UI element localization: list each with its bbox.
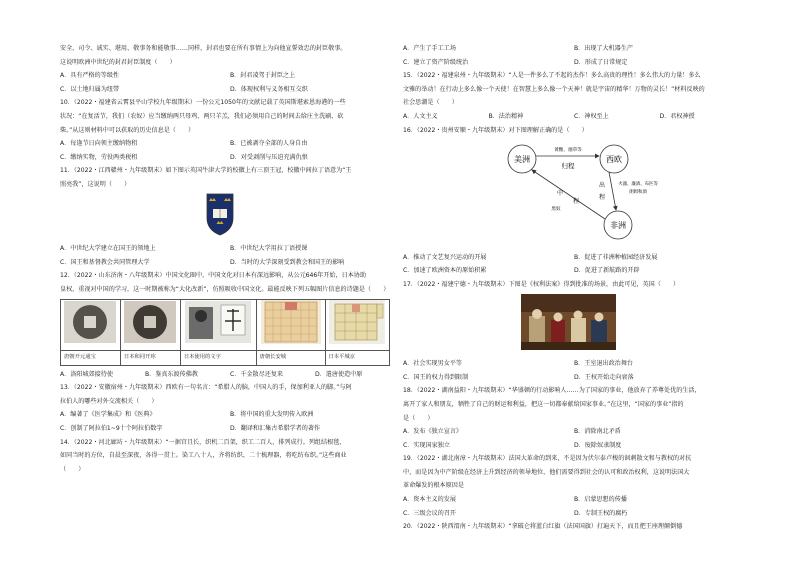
options-row — [60, 256, 400, 270]
option-b: B．已被剥夺全部的人身自由 — [230, 140, 308, 148]
diagram-label-america: 美洲 — [514, 155, 530, 165]
left-column — [60, 42, 400, 476]
option-a: A．编著了《医学集成》和《医典》 — [60, 411, 156, 419]
option-c: C．创制了阿拉伯1~9十个阿拉伯数字 — [60, 425, 163, 433]
options-row — [403, 439, 745, 453]
option-a: A．产生了手工工场 — [403, 45, 456, 52]
option-d: D．翻译和汇集古希腊学者的著作 — [230, 425, 321, 433]
changan-city-map-image — [256, 299, 325, 351]
table-caption: 日本使用的文字 — [180, 351, 256, 366]
option-c: C．加速了欧洲资本的原始积累 — [403, 267, 487, 275]
triangular-trade-diagram — [478, 137, 658, 245]
option-b: B．封君凌驾于封臣之上 — [230, 72, 296, 80]
text-line: 状况：“在复活节，我们（农奴）应当缴纳两只母鸡、两只羊羔，我们必须用自己的时间去给庄主洗刷、砍 — [60, 112, 344, 120]
option-b: B．出现了大机器生产 — [574, 45, 634, 52]
image-table — [60, 299, 390, 366]
question-20-stem: 20．（2022・陕西渭南・九年级期末）“拿破仑将蓝白红旗（法国国旗）打遍天下，而且把王座理颠倒德 — [403, 523, 683, 531]
tang-coin-image — [61, 299, 121, 351]
question-17-stem: 17．（2022・福建宁德・九年级期末）下图是《权利法案》得到批准的场景，由此可见，英国（ ） — [403, 280, 680, 288]
diagram-out-label: 出 — [598, 182, 606, 190]
option-c: C．千金散尽还复来 — [230, 370, 284, 378]
option-a: A．社会实现男女平等 — [403, 360, 463, 368]
text-line: 如同当时的方位，自晨至深夜，各得一贯土。染工八十人，齐将纺织、二十梳理器，将吃纺布织。”这些商业 — [60, 452, 347, 460]
question-16-stem: 16．（2022・贵州安顺・九年级期末）对下图理解正确的是（ ） — [403, 126, 588, 134]
diagram-arrow-top-label: 黄糖、烟草等 — [554, 148, 582, 154]
option-d: D．废除奴隶制度 — [574, 441, 622, 449]
option-c: C．以土地归属为纽带 — [60, 85, 120, 93]
text-line: 安全、司令、诚实、堪用、敬事务和能敬事……同样，封君也要在所有事情上为向他宣誓效忠的封臣敬事。 — [60, 45, 347, 52]
question-11-stem: 11．（2022・江西赣州・九年级期末）如下图示英国牛津大学的校徽上有三顶王冠，校徽中间拉丁语意为“王 — [60, 167, 352, 175]
text-line: 照亮我”，这说明（ ） — [60, 180, 131, 188]
diagram-return-label: 归程 — [561, 162, 575, 171]
question-15-stem: 15．（2022・福建泉州・九年级期末）“人是一件多么了不起的杰作！多么高贵的理性！多么伟大的力量！多么 — [403, 72, 701, 80]
option-d: D．君权神授 — [659, 112, 695, 120]
option-d: D．对受剥削与压迫充满仇恨 — [230, 153, 308, 161]
options-row — [60, 83, 400, 97]
option-b: B．中世纪大学用拉丁语授课 — [230, 245, 308, 253]
option-b: B．将中国的重大发明传入欧洲 — [230, 411, 314, 419]
options-row — [403, 42, 745, 56]
option-c: C．建立了资产阶级统治 — [403, 58, 469, 66]
options-row — [403, 493, 745, 507]
option-a: A．中世纪大学建立在国王的领地上 — [60, 245, 156, 253]
text-line: 柴。”从这则材料中可以获取的历史信息是（ ） — [60, 126, 195, 134]
table-caption: 日本和同开珎 — [120, 351, 180, 366]
oxford-crest-figure — [60, 192, 400, 243]
diagram-label-europe: 西欧 — [606, 155, 622, 165]
option-d: D．遣唐使造中原 — [315, 370, 363, 378]
option-a: A．具有严格的等级性 — [60, 72, 120, 80]
diagram-slave-label: 黑奴 — [551, 207, 561, 213]
option-c: C．神权至上 — [574, 112, 609, 120]
option-a: A．人文主义 — [403, 112, 438, 120]
option-b: B．启蒙思想的传播 — [574, 496, 627, 504]
text-line: 皇权，重视对中国的学习，这一时期被称为“大化改新”，仿照吸收中国文化。最能反映下列五幅图片信息的诗题是（ ） — [60, 285, 390, 293]
text-line: 革命爆发的根本原因是 — [403, 482, 464, 490]
options-row — [403, 357, 745, 371]
option-c: C．缴纳实物，劳役两类税租 — [60, 153, 138, 161]
options-row — [60, 69, 400, 83]
text-line: （ ） — [60, 465, 85, 473]
options-row — [403, 110, 745, 124]
option-d: D．当时的大学深刻受到教会和国王的影响 — [230, 258, 345, 266]
table-caption: 日本平城京 — [325, 351, 390, 366]
option-d: D．王权开始走向衰落 — [574, 373, 634, 381]
option-c: C．实现国家独立 — [403, 441, 450, 449]
option-c: C．国王的权力得到限制 — [403, 373, 469, 381]
options-row — [403, 264, 745, 278]
oxford-crest-icon — [205, 192, 235, 237]
option-c: C．三级会议的召开 — [403, 509, 457, 517]
table-caption: 唐朝开元通宝 — [61, 351, 121, 366]
question-19-stem: 19．（2022・湖北南漳・九年级期末）法国大革命的到来，不是因为伏尔泰卢梭的讽刺散文和与教权的对抗 — [403, 455, 692, 463]
right-column — [403, 42, 745, 534]
option-b: B．鉴真东渡传佛教 — [145, 370, 198, 378]
question-14-stem: 14．（2022・河北廊坊・九年级期末）“一据宫且长，织机二百架，织工二百人，排列成行。列组结根毯， — [60, 438, 346, 446]
option-d: D．专制王权的腐朽 — [574, 509, 628, 517]
options-row — [403, 425, 745, 439]
options-row — [403, 507, 745, 521]
text-line: 这说明欧洲中世纪的封君封臣制度（ ） — [60, 58, 176, 66]
option-a: A．洛阳城郊接待使 — [60, 370, 113, 378]
text-line: 社会思潮是（ ） — [403, 99, 458, 107]
option-c: C．国王和基督教会共同管理大学 — [60, 258, 150, 266]
japan-coin-image — [120, 299, 180, 351]
text-line: 文雅的举动！在行动上多么像一个天使！在智慧上多么像一个天神！就是宇宙的精华！万物的灵长！”材料反映的 — [403, 85, 705, 93]
options-row — [60, 422, 400, 436]
text-line: 中，而是因为中产阶级在经济上升到经济的领导地位，他们需要得到社会的认可和政治权利，这说明法国大 — [403, 468, 690, 476]
option-d: D．形成了日常规定 — [574, 58, 628, 66]
options-row — [60, 242, 400, 256]
japanese-script-image — [180, 299, 256, 351]
options-row — [403, 371, 745, 385]
option-d: D．促进了新航路的开辟 — [574, 267, 640, 275]
option-b: B．王室退出政治舞台 — [574, 360, 634, 368]
heijo-kyo-map-image — [325, 299, 390, 351]
bill-of-rights-painting — [521, 294, 616, 350]
option-d: D．体现权利与义务相互交织 — [230, 85, 308, 93]
question-13-stem: 13．（2022・安徽宿州・九年级期末）西欧有一句名言：“希腊人的脑，中国人的手，保加利亚人的脚。”与阿 — [60, 384, 352, 392]
text-line: 拉伯人的哪些对外交流相关（ ） — [60, 397, 158, 405]
options-row — [60, 151, 400, 165]
diagram-label-africa: 非洲 — [610, 221, 626, 231]
option-a: A．推动了文艺复兴运动的开展 — [403, 253, 487, 261]
option-a: A．发布《独立宣言》 — [403, 428, 463, 436]
question-18-stem: 18．（2022・湖南益阳・九年级期末）“华盛顿的行动影响人……为了国家的事业，他放弃了养尊处优的生活， — [403, 387, 701, 395]
options-row — [60, 408, 400, 422]
option-b: B．消除南北矛盾 — [574, 428, 621, 436]
text-line: 离开了家人和朋友，牺牲了自己的财运和利益，把这一切都奉献给国家事业。”在这里，“国家的事业”指的 — [403, 400, 684, 408]
options-row — [60, 137, 400, 151]
diagram-mid-label: 中 — [556, 190, 564, 198]
diagram-out-label: 程 — [598, 194, 606, 202]
options-row — [403, 56, 745, 70]
question-12-stem: 12．（2022・山东济南・八年级期末）中国文化圈中，中国文化对日本有深远影响，从公元646年开始，日本协助 — [60, 272, 367, 280]
diagram-goods-label: 火器、廉酒、布匹等 — [618, 182, 658, 188]
option-b: B．促进了非洲种植园经济发展 — [574, 253, 658, 261]
table-caption: 唐朝长安城 — [256, 351, 325, 366]
question-10-stem: 10．（2022・福建省云霄县平山学校九年级期末）一份公元1050年的文献记载了英国斯堪索恩海港的一些 — [60, 99, 346, 107]
options-row — [403, 251, 745, 265]
diagram-goods-label: 朗姆和酒 — [629, 190, 647, 196]
option-a: A．每逢节日向领主缴纳物租 — [60, 140, 138, 148]
diagram-mid-label: 程 — [572, 198, 580, 206]
option-b: B．法治精神 — [488, 112, 524, 120]
options-row — [60, 368, 400, 382]
text-line: 是（ ） — [403, 414, 434, 422]
option-a: A．资本主义的发展 — [403, 496, 456, 504]
